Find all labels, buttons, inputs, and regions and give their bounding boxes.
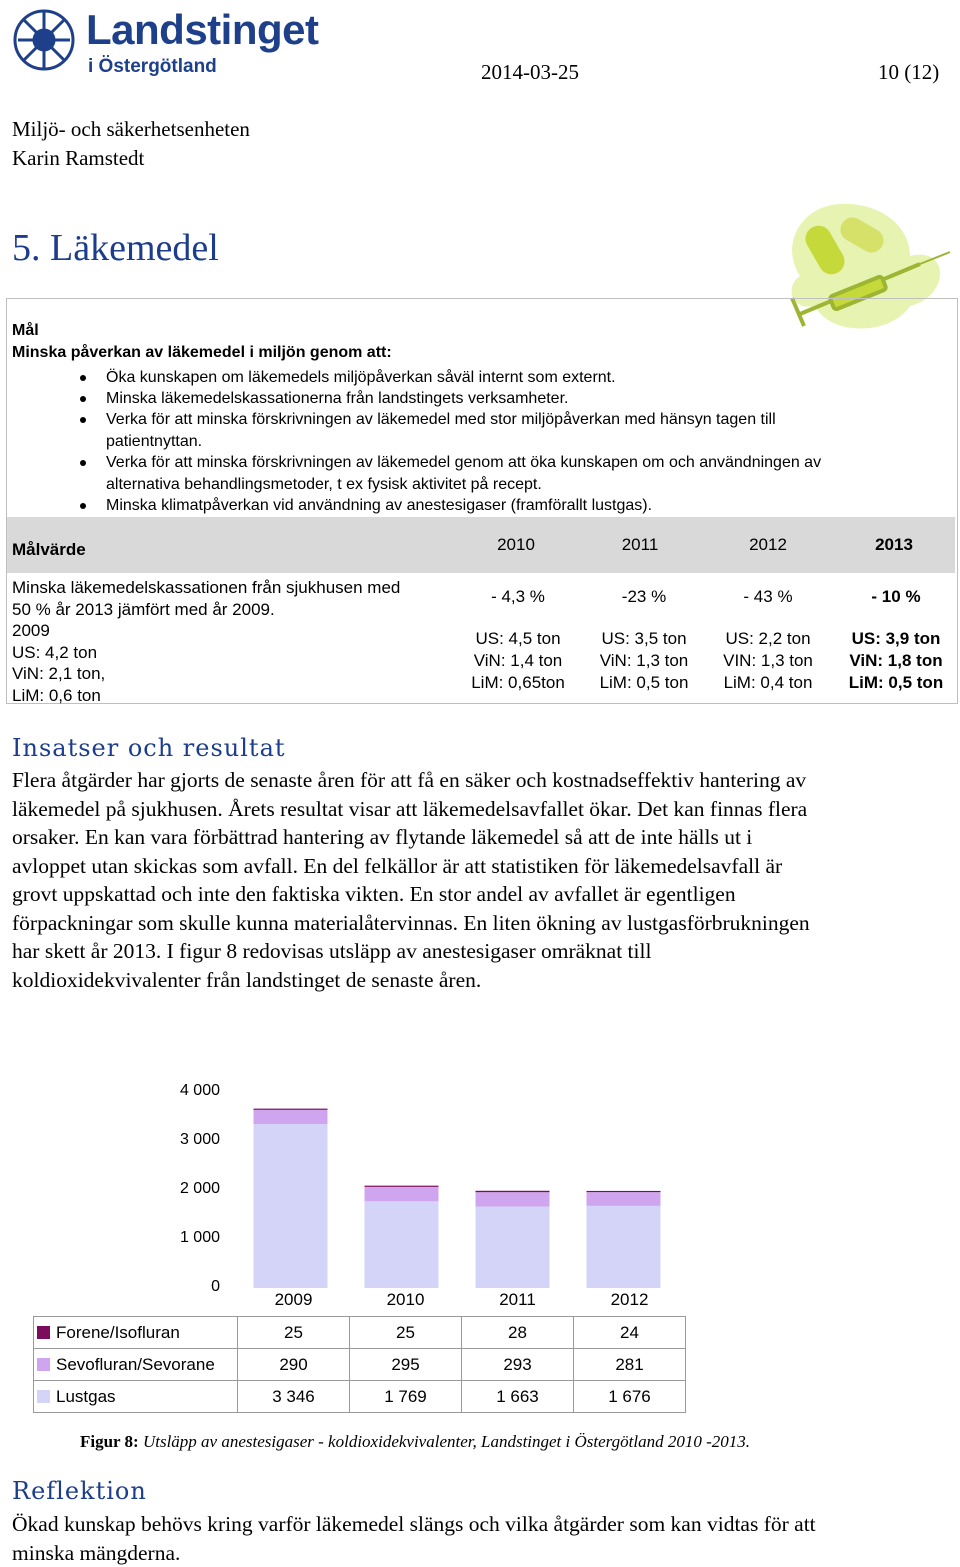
page-title: 5. Läkemedel — [12, 227, 219, 269]
target-vin: ViN: 1,3 ton — [599, 651, 689, 670]
target-lim: LiM: 0,5 ton — [848, 673, 944, 692]
data-label: 25 — [238, 1317, 350, 1349]
y-tick-label: 3 000 — [179, 1131, 220, 1148]
data-label: 3 346 — [238, 1381, 350, 1413]
bar-segment — [365, 1186, 439, 1187]
target-year: 2011 — [621, 535, 659, 554]
target-vin: ViN: 1,4 ton — [473, 651, 563, 670]
legend-entry — [34, 1349, 238, 1381]
logo-name: Landstinget — [86, 6, 319, 53]
data-label: 1 769 — [350, 1381, 462, 1413]
target-desc-line: 2009 — [12, 621, 50, 640]
bar-segment — [587, 1192, 661, 1206]
data-label: 290 — [238, 1349, 350, 1381]
figure-caption-label: Figur 8: — [80, 1432, 139, 1451]
data-label: 24 — [574, 1317, 686, 1349]
legend-swatch — [37, 1390, 50, 1403]
goal-heading: Mål — [12, 322, 39, 339]
bar-segment — [587, 1191, 661, 1192]
logo-emblem-icon — [10, 4, 78, 76]
paragraph-line: koldioxidekvivalenter från landstinget de senaste åren. — [12, 967, 482, 992]
header-author: Karin Ramstedt — [12, 146, 145, 170]
paragraph-line: Flera åtgärder har gjorts de senaste åren för att få en säker och kostnadseffektiv hantering av — [12, 768, 807, 792]
goal-bullet: Minska läkemedelskassationerna från landstingets verksamheter. — [106, 390, 569, 407]
chart-table-header-row — [34, 1283, 686, 1317]
goal-intro: Minska påverkan av läkemedel i miljön genom att: — [12, 344, 392, 361]
data-label: 28 — [462, 1317, 574, 1349]
section-insatser-text — [12, 766, 810, 994]
target-lim: LiM: 0,4 ton — [723, 673, 813, 692]
target-vin: VIN: 1,3 ton — [723, 651, 813, 670]
bar-segment — [476, 1192, 550, 1206]
chart-plot — [0, 1060, 700, 1300]
paragraph-line: har skett år 2013. I figur 8 redovisas utsläpp av anestesigaser omräknat till — [12, 939, 652, 963]
data-label: 293 — [462, 1349, 574, 1381]
target-us: US: 2,2 ton — [725, 629, 811, 648]
paragraph-line: förpackningar som skulle kunna materialåtervinnas. En liten ökning av lustgasförbrukningen — [12, 910, 810, 935]
target-pct: - 4,3 % — [491, 587, 545, 606]
data-label: 25 — [350, 1317, 462, 1349]
bar-segment — [476, 1191, 550, 1192]
header-dept: Miljö- och säkerhetsenheten — [12, 117, 250, 141]
target-desc-line: Minska läkemedelskassationen från sjukhusen med — [12, 578, 401, 597]
header-date: 2014-03-25 — [481, 60, 579, 84]
goal-bullet-continuation: alternativa behandlingsmetoder, t ex fysisk aktivitet på recept. — [106, 476, 542, 493]
target-lim: LiM: 0,65ton — [471, 673, 565, 692]
chart-table-row — [34, 1381, 686, 1413]
goal-bullet: Verka för att minska förskrivningen av läkemedel med stor miljöpåverkan med hänsyn tagen till — [106, 411, 776, 428]
y-tick-label: 2 000 — [179, 1180, 220, 1197]
target-lim: LiM: 0,5 ton — [599, 673, 689, 692]
chart-data-table — [33, 1283, 686, 1413]
legend-label: Forene/Isofluran — [56, 1322, 180, 1342]
target-desc-line: US: 4,2 ton — [12, 642, 98, 662]
paragraph-line: Ökad kunskap behövs kring varför läkemedel slängs och vilka åtgärder som kan vidtas för att — [12, 1512, 816, 1536]
legend-entry — [34, 1381, 238, 1413]
target-desc-line: ViN: 2,1 ton, — [12, 664, 106, 683]
chart-table-row — [34, 1349, 686, 1381]
x-tick-label: 2011 — [499, 1289, 536, 1309]
goal-bullet: Minska klimatpåverkan vid användning av anestesigaser (framförallt lustgas). — [106, 497, 653, 514]
target-year: 2012 — [749, 535, 787, 554]
chart-table-row — [34, 1317, 686, 1349]
data-label: 295 — [350, 1349, 462, 1381]
paragraph-line: avloppet utan skickas som avfall. En del felkällor är att statistiken för läkemedelsavfall är — [12, 853, 783, 878]
legend-swatch — [37, 1358, 50, 1371]
figure-caption — [80, 1432, 750, 1452]
target-desc-line: LiM: 0,6 ton — [12, 685, 101, 705]
target-year: 2013 — [875, 535, 913, 554]
data-label: 1 676 — [574, 1381, 686, 1413]
bar-segment — [254, 1110, 328, 1124]
bar-segment — [365, 1201, 439, 1288]
logo-subtitle: i Östergötland — [88, 56, 217, 77]
y-tick-label: 0 — [211, 1278, 220, 1295]
logo — [10, 4, 319, 80]
target-pct: -23 % — [621, 587, 667, 606]
bar-segment — [254, 1124, 328, 1288]
chart — [0, 1060, 700, 1420]
goal-bullet: Öka kunskapen om läkemedels miljöpåverkan såväl internt som externt. — [106, 369, 616, 386]
target-pct: - 43 % — [743, 587, 793, 606]
target-pct: - 10 % — [871, 587, 921, 606]
goal-bullet-continuation: patientnyttan. — [106, 433, 203, 450]
legend-label: Lustgas — [56, 1386, 116, 1406]
bar-segment — [476, 1207, 550, 1288]
target-vin: ViN: 1,8 ton — [849, 651, 943, 670]
target-us: US: 3,5 ton — [601, 629, 687, 648]
target-year: 2010 — [497, 535, 535, 554]
header-page: 10 (12) — [878, 60, 940, 84]
y-tick-label: 4 000 — [179, 1082, 220, 1099]
bar-segment — [254, 1109, 328, 1110]
paragraph-line: grovt uppskattad och inte den faktiska vikten. En stor andel av avfallet är egentligen — [12, 882, 736, 906]
x-tick-label: 2010 — [386, 1289, 425, 1309]
paragraph-line: läkemedel på sjukhusen. Årets resultat visar att läkemedelsavfallet ökar. Det kan finnas flera — [12, 796, 808, 821]
paragraph-line: minska mängderna. — [12, 1540, 181, 1565]
data-label: 1 663 — [462, 1381, 574, 1413]
target-label: Målvärde — [12, 540, 86, 559]
legend-swatch — [37, 1326, 50, 1339]
section-heading-insatser: Insatser och resultat — [12, 734, 286, 762]
target-us: US: 4,5 ton — [475, 629, 561, 648]
section-reflektion-text — [12, 1510, 816, 1567]
chart-table-corner — [34, 1283, 238, 1317]
section-heading-reflektion: Reflektion — [12, 1477, 147, 1505]
target-us: US: 3,9 ton — [851, 629, 941, 648]
bar-segment — [587, 1206, 661, 1288]
target-description — [12, 577, 400, 706]
data-label: 281 — [574, 1349, 686, 1381]
target-desc-line: 50 % år 2013 jämfört med år 2009. — [12, 599, 275, 619]
y-tick-label: 1 000 — [179, 1229, 220, 1246]
figure-caption-text: Utsläpp av anestesigaser - koldioxidekvivalenter, Landstinget i Östergötland 2010 -2013. — [142, 1432, 751, 1451]
bar-segment — [365, 1187, 439, 1201]
goal-bullet: Verka för att minska förskrivningen av läkemedel genom att öka kunskapen om och användningen av — [106, 454, 822, 471]
x-tick-label: 2012 — [610, 1289, 649, 1309]
x-tick-label: 2009 — [274, 1289, 313, 1309]
paragraph-line: orsaker. En kan vara förbättrad hantering av flytande läkemedel så att de inte hälls ut i — [12, 825, 753, 849]
legend-entry — [34, 1317, 238, 1349]
legend-label: Sevofluran/Sevorane — [56, 1354, 215, 1374]
